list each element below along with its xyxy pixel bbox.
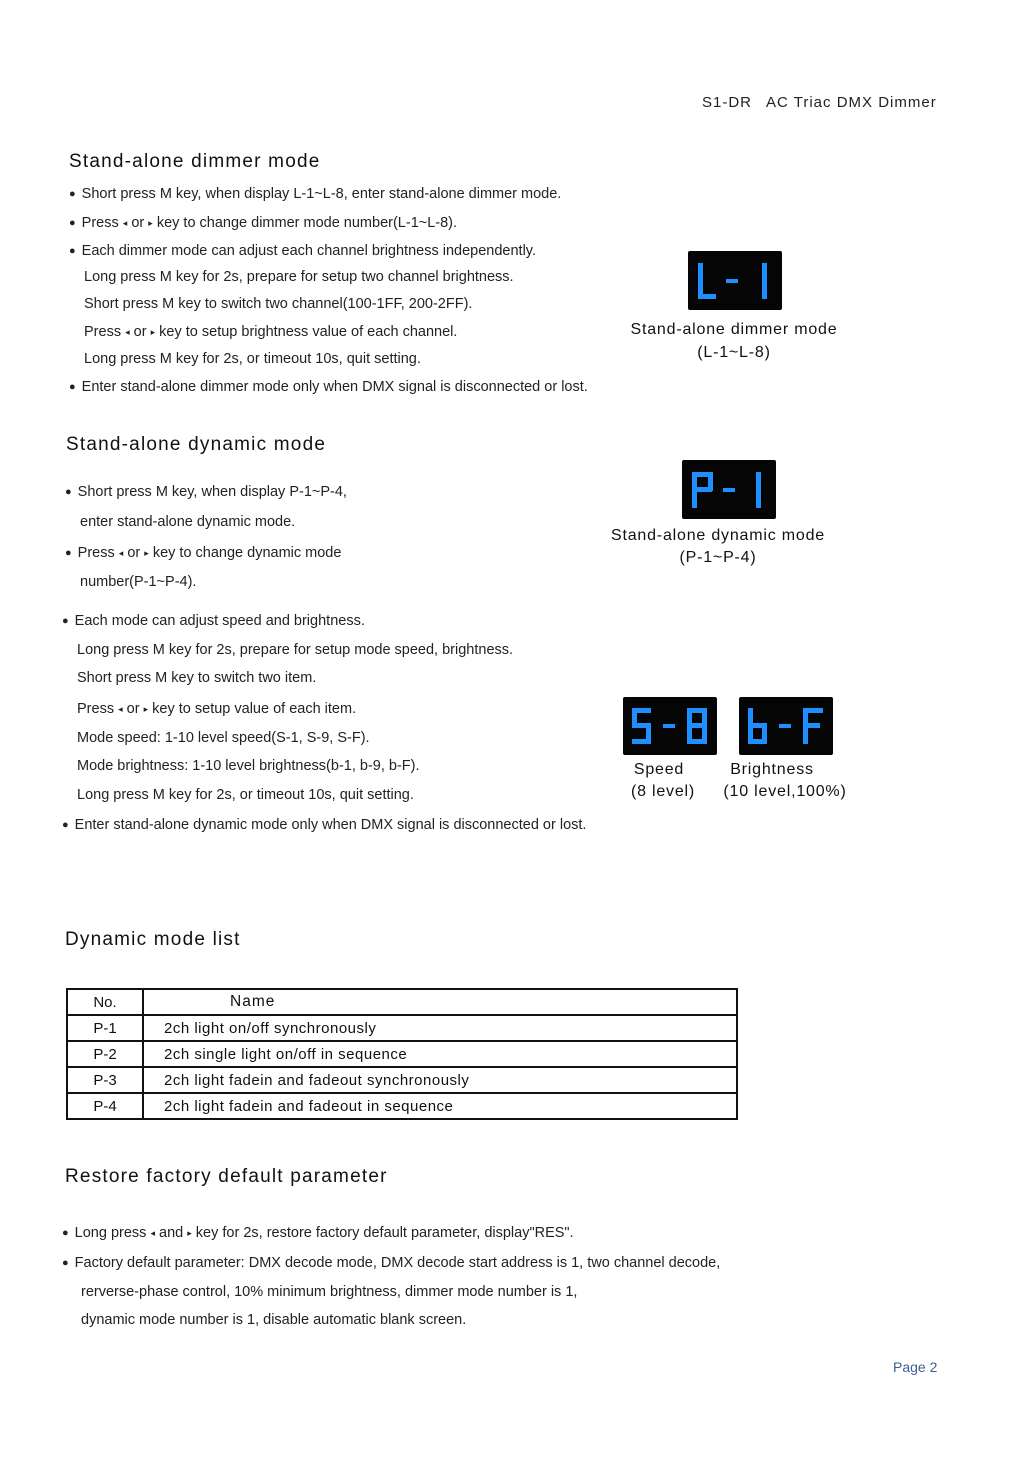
display-subcaption: (L-1~L-8) xyxy=(697,344,771,361)
list-item: rerverse-phase control, 10% minimum brightness, dimmer mode number is 1, xyxy=(81,1284,578,1300)
document-title: AC Triac DMX Dimmer xyxy=(766,94,937,111)
bullet-icon: ● xyxy=(62,1257,69,1269)
list-item: ● Short press M key, when display L-1~L-8, enter stand-alone dimmer mode. xyxy=(69,186,562,202)
table-row xyxy=(67,1041,737,1067)
model-number: S1-DR xyxy=(702,94,753,111)
mode-number: P-2 xyxy=(67,1041,143,1067)
mode-number: P-1 xyxy=(67,1015,143,1041)
list-item: Short press M key to switch two channel(100-1FF, 200-2FF). xyxy=(84,296,473,312)
display-caption: Stand-alone dynamic mode xyxy=(611,527,825,544)
left-arrow-icon: ◂ xyxy=(122,218,128,228)
list-item: Long press M key for 2s, or timeout 10s, quit setting. xyxy=(77,787,414,803)
right-arrow-icon: ▸ xyxy=(150,327,156,337)
list-item: number(P-1~P-4). xyxy=(80,574,197,590)
right-arrow-icon: ▸ xyxy=(144,548,149,558)
right-arrow-icon: ▸ xyxy=(187,1228,192,1238)
bullet-icon: ● xyxy=(62,615,69,627)
document-header xyxy=(702,94,951,111)
list-item: Long press M key for 2s, prepare for setup two channel brightness. xyxy=(84,269,514,285)
bullet-icon: ● xyxy=(65,547,72,559)
bullet-icon: ● xyxy=(62,819,69,831)
list-item: dynamic mode number is 1, disable automatic blank screen. xyxy=(81,1312,467,1328)
bullet-icon: ● xyxy=(69,381,76,393)
list-item: enter stand-alone dynamic mode. xyxy=(80,514,296,530)
mode-name: 2ch light fadein and fadeout synchronously xyxy=(143,1067,737,1093)
list-item: Long press M key for 2s, prepare for setup mode speed, brightness. xyxy=(77,642,514,658)
column-header-no: No. xyxy=(67,989,143,1015)
table-row xyxy=(67,1015,737,1041)
bullet-icon: ● xyxy=(69,245,76,257)
display-subcaption: (P-1~P-4) xyxy=(679,549,757,566)
mode-name: 2ch light fadein and fadeout in sequence xyxy=(143,1093,737,1119)
lcd-segments-l1 xyxy=(696,260,774,302)
left-arrow-icon: ◂ xyxy=(150,1228,155,1238)
bullet-icon: ● xyxy=(69,188,76,200)
list-item: Mode speed: 1-10 level speed(S-1, S-9, S-F). xyxy=(77,730,370,746)
list-item: ● Short press M key, when display P-1~P-4, xyxy=(65,484,347,500)
bullet-icon: ● xyxy=(62,1227,69,1239)
column-header-name: Name xyxy=(143,989,737,1015)
table-header-row xyxy=(67,989,737,1015)
table-row xyxy=(67,1067,737,1093)
brightness-subcaption: (10 level,100%) xyxy=(723,783,847,800)
bullet-icon: ● xyxy=(65,486,72,498)
list-item: Press ◂ or ▸ key to setup value of each item. xyxy=(77,701,357,717)
lcd-segments-p1 xyxy=(690,469,768,511)
left-arrow-icon: ◂ xyxy=(125,327,130,337)
list-item: Mode brightness: 1-10 level brightness(b-1, b-9, b-F). xyxy=(77,758,420,774)
list-item: Press ◂ or ▸ key to setup brightness value of each channel. xyxy=(84,324,458,340)
lcd-display-dynamic xyxy=(682,460,776,519)
mode-name: 2ch light on/off synchronously xyxy=(143,1015,737,1041)
brightness-caption: Brightness xyxy=(730,761,814,778)
lcd-display-dimmer xyxy=(688,251,782,310)
section-title-dimmer: Stand-alone dimmer mode xyxy=(69,151,321,172)
list-item: ● Enter stand-alone dimmer mode only when DMX signal is disconnected or lost. xyxy=(69,379,588,395)
left-arrow-icon: ◂ xyxy=(118,704,123,714)
left-arrow-icon: ◂ xyxy=(118,548,124,558)
right-arrow-icon: ▸ xyxy=(148,218,153,228)
list-item: Short press M key to switch two item. xyxy=(77,670,317,686)
display-caption: Stand-alone dimmer mode xyxy=(630,321,838,338)
section-title-mode-list: Dynamic mode list xyxy=(65,929,241,950)
lcd-display-brightness xyxy=(739,697,833,755)
speed-caption: Speed xyxy=(633,761,685,778)
list-item: ● Press ◂ or ▸ key to change dynamic mode xyxy=(65,545,342,561)
lcd-display-speed xyxy=(623,697,717,755)
lcd-segments-s8 xyxy=(629,705,711,747)
list-item: Long press M key for 2s, or timeout 10s, quit setting. xyxy=(84,351,421,367)
list-item: ● Long press ◂ and ▸ key for 2s, restore factory default parameter, display"RES". xyxy=(62,1225,574,1241)
dynamic-mode-table xyxy=(66,988,738,1120)
list-item: ● Factory default parameter: DMX decode mode, DMX decode start address is 1, two channel decode, xyxy=(62,1255,721,1271)
mode-name: 2ch single light on/off in sequence xyxy=(143,1041,737,1067)
right-arrow-icon: ▸ xyxy=(143,704,149,714)
list-item: ● Enter stand-alone dynamic mode only when DMX signal is disconnected or lost. xyxy=(62,817,587,833)
speed-subcaption: (8 level) xyxy=(630,783,696,800)
table-row xyxy=(67,1093,737,1119)
list-item: ● Press ◂ or ▸ key to change dimmer mode number(L-1~L-8). xyxy=(69,215,458,231)
section-title-dynamic: Stand-alone dynamic mode xyxy=(66,434,327,455)
page-number: Page 2 xyxy=(893,1359,938,1375)
mode-number: P-4 xyxy=(67,1093,143,1119)
mode-number: P-3 xyxy=(67,1067,143,1093)
bullet-icon: ● xyxy=(69,217,76,229)
list-item: ● Each dimmer mode can adjust each channel brightness independently. xyxy=(69,243,536,259)
lcd-segments-bf xyxy=(745,705,827,747)
list-item: ● Each mode can adjust speed and brightness. xyxy=(62,613,365,629)
section-title-restore: Restore factory default parameter xyxy=(65,1166,388,1187)
